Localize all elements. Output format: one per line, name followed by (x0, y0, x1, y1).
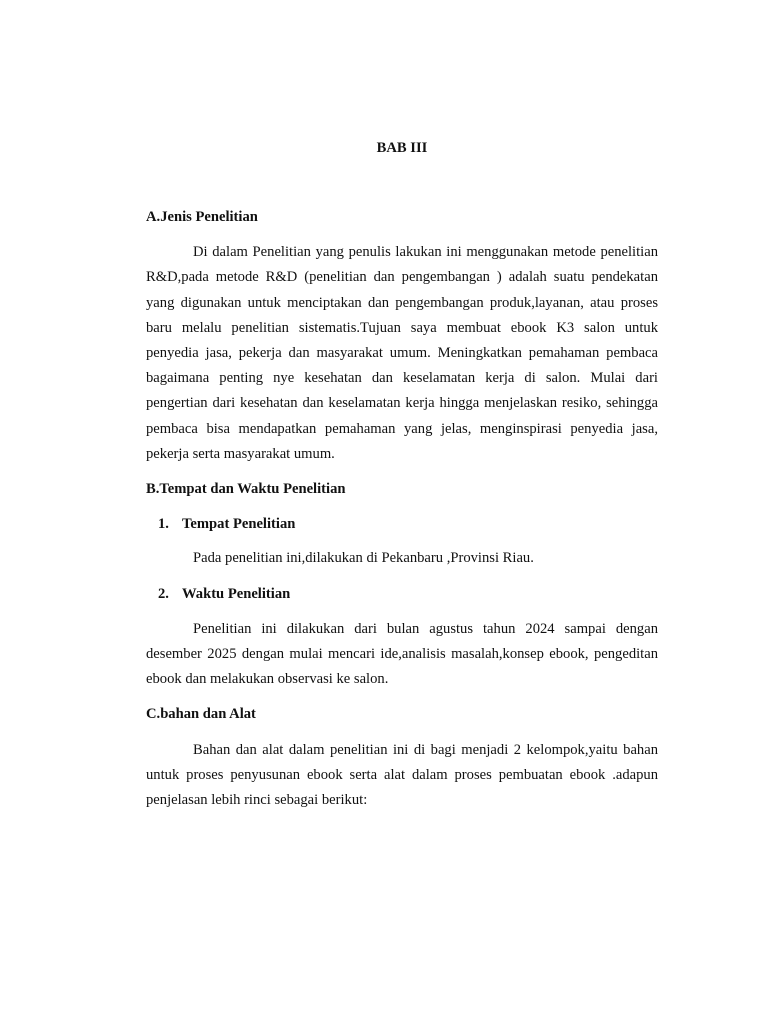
list-number: 1. (158, 516, 169, 533)
spacer (146, 607, 658, 617)
list-number: 2. (158, 585, 169, 602)
subsection-tempat-heading (146, 512, 658, 537)
subsection-title: Waktu Penelitian (182, 585, 291, 602)
spacer (146, 572, 658, 582)
subsection-tempat-text: Pada penelitian ini,dilakukan di Pekanbaru ,Provinsi Riau. (193, 550, 534, 567)
chapter-title: BAB III (376, 140, 428, 156)
spacer (146, 537, 658, 546)
section-c-heading: C.bahan dan Alat (146, 706, 256, 723)
subsection-waktu-heading (146, 582, 658, 607)
subsection-waktu-text: Penelitian ini dilakukan dari bulan agustus tahun 2024 sampai dengan desember 2025 dengan mulai mencari ide,analisis masalah,konsep ebook, pengeditan ebook dan melakukan observasi ke salon. (146, 620, 658, 688)
spacer (146, 692, 658, 702)
spacer (146, 161, 658, 205)
section-b-heading: B.Tempat dan Waktu Penelitian (146, 481, 346, 498)
subsection-title: Tempat Penelitian (182, 516, 296, 533)
spacer (146, 230, 658, 240)
section-a-heading: A.Jenis Penelitian (146, 209, 258, 225)
spacer (146, 728, 658, 738)
section-c-paragraph: Bahan dan alat dalam penelitian ini di bagi menjadi 2 kelompok,yaitu bahan untuk proses penyusunan ebook serta alat dalam proses pembuatan ebook .adapun penjelasan lebih rinci sebagai berikut: (146, 741, 658, 809)
document-body (146, 136, 658, 813)
spacer (146, 467, 658, 477)
section-a-paragraph: Di dalam Penelitian yang penulis lakukan ini menggunakan metode penelitian R&D,pada metode R&D (penelitian dan pengembangan ) adalah suatu pendekatan yang digunakan untuk menciptakan dan pengembangan produk,layanan, atau proses baru melalu penelitian sistematis.Tujuan saya membuat ebook K3 salon untuk penyedia jasa, pekerja dan masyarakat umum. Meningkatkan pemahaman pembaca bagaimana penting nye kesehatan dan keselamatan kerja di salon. Mulai dari pengertian dari kesehatan dan keselamatan kerja hingga menjelaskan resiko, sehingga pembaca bisa mendapatkan pemahaman yang jelas, menginspirasi penyedia jasa, pekerja serta masyarakat umum. (146, 244, 658, 462)
spacer (146, 502, 658, 512)
